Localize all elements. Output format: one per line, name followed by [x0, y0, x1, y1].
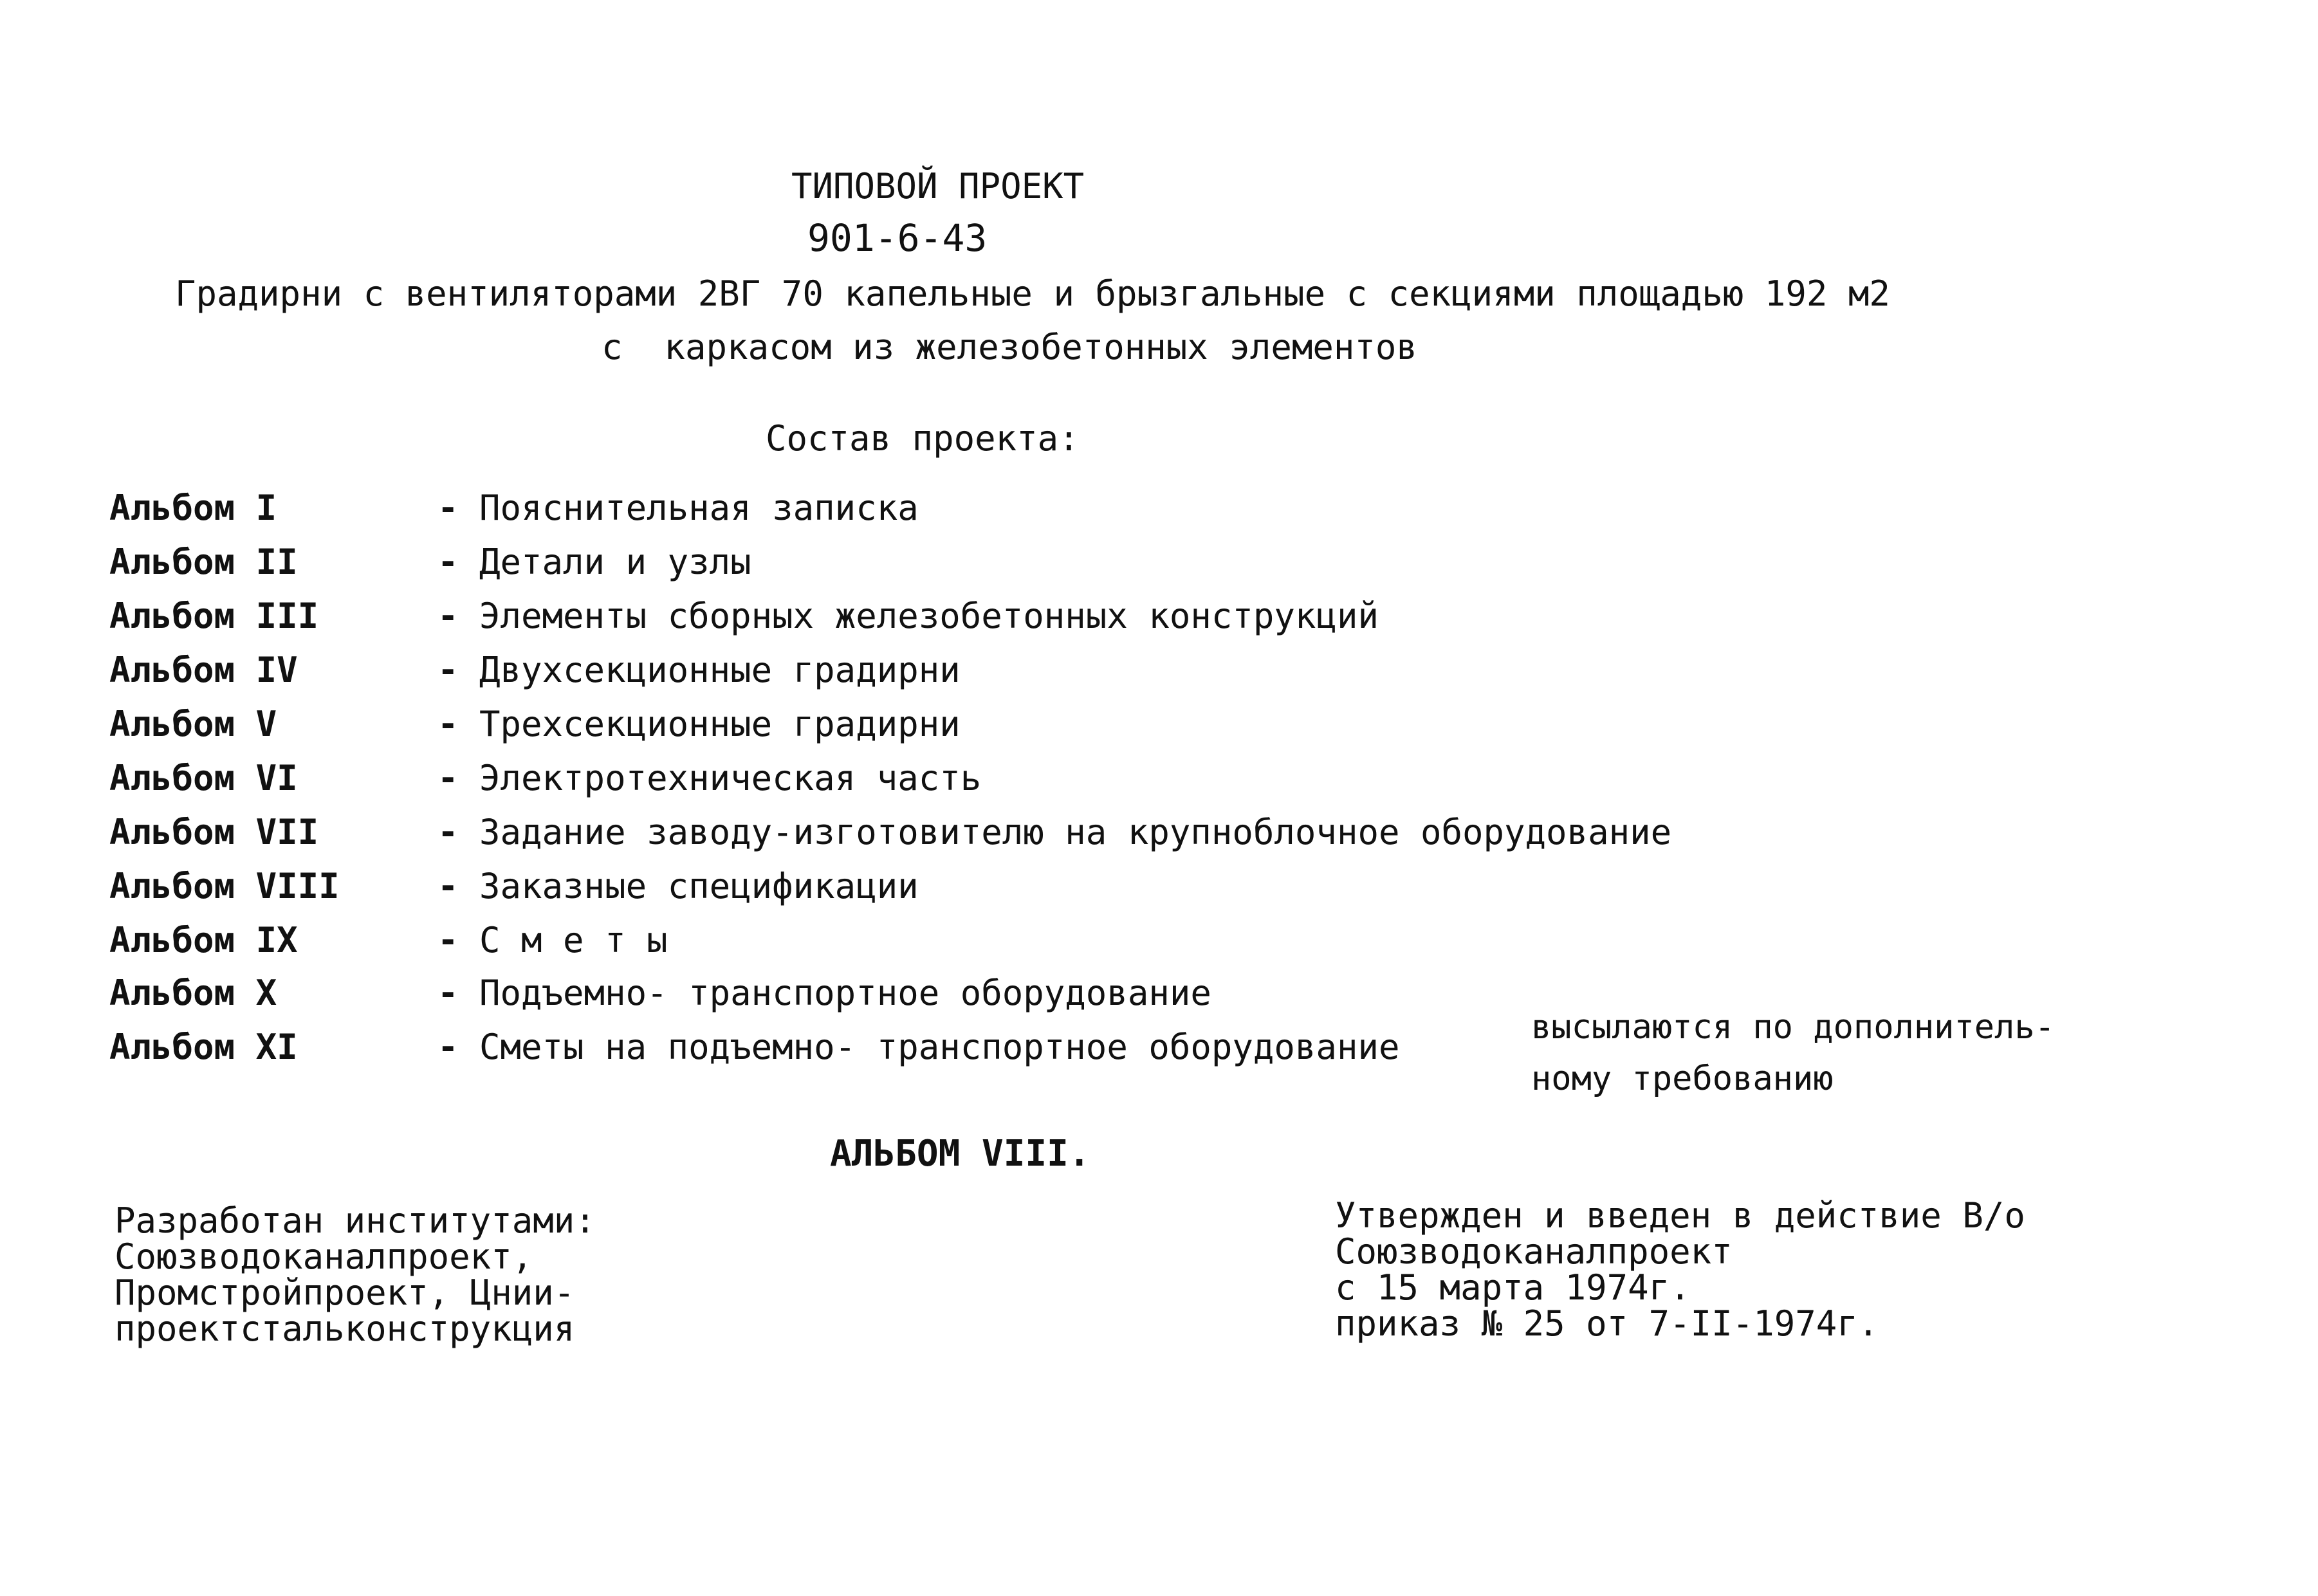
current-album-heading: АЛЬБОМ VIII.	[830, 1133, 1090, 1175]
dash-separator: -	[437, 920, 459, 960]
album-description: Пояснительная записка	[479, 488, 919, 528]
album-number: Альбом I	[109, 488, 277, 528]
project-number: 901-6-43	[807, 216, 988, 260]
approval-date: с 15 марта 1974г.	[1335, 1267, 1691, 1308]
developer-line: Союзводоканалпроект,	[115, 1236, 533, 1277]
album-description: Сметы на подъемно- транспортное оборудование	[479, 1027, 1400, 1067]
supply-note-line2: ному требованию	[1531, 1059, 1834, 1098]
dash-separator: -	[437, 812, 459, 852]
supply-note-line1: высылаются по дополнитель-	[1531, 1008, 2055, 1047]
album-description: Трехсекционные градирни	[479, 704, 961, 744]
album-number: Альбом II	[109, 542, 298, 582]
album-number: Альбом IV	[109, 650, 298, 690]
project-subject-continued: с каркасом из железобетонных элементов	[602, 327, 1417, 367]
dash-separator: -	[437, 488, 459, 528]
album-number: Альбом VIII	[109, 866, 340, 906]
developer-line: проектстальконструкция	[115, 1308, 575, 1349]
dash-separator: -	[437, 973, 459, 1013]
approval-block	[1335, 1195, 2025, 1344]
dash-separator: -	[437, 650, 459, 690]
composition-heading: Состав проекта:	[766, 418, 1080, 459]
album-number: Альбом IX	[109, 920, 298, 960]
dash-separator: -	[437, 758, 459, 798]
album-description: С м е т ы	[479, 920, 668, 960]
dash-separator: -	[437, 596, 459, 636]
developers-block	[115, 1200, 596, 1349]
project-subject: Градирни с вентиляторами 2ВГ 70 капельные и брызгальные с секциями площадью 192 м2	[175, 273, 1890, 314]
album-number: Альбом X	[109, 973, 277, 1013]
album-description: Детали и узлы	[479, 542, 751, 582]
album-description: Электротехническая часть	[479, 758, 982, 798]
album-description: Двухсекционные градирни	[479, 650, 961, 690]
album-number: Альбом V	[109, 704, 277, 744]
developer-line: Промстройпроект, Цнии-	[115, 1272, 575, 1313]
approval-heading: Утвержден и введен в действие В/о	[1335, 1195, 2025, 1236]
album-number: Альбом VII	[109, 812, 319, 852]
project-type-title: ТИПОВОЙ ПРОЕКТ	[791, 166, 1085, 206]
album-number: Альбом XI	[109, 1027, 298, 1067]
approval-order: приказ № 25 от 7-II-1974г.	[1335, 1303, 1879, 1344]
album-description: Подъемно- транспортное оборудование	[479, 973, 1211, 1013]
dash-separator: -	[437, 1027, 459, 1067]
developers-heading: Разработан институтами:	[115, 1200, 596, 1241]
album-number: Альбом VI	[109, 758, 298, 798]
album-description: Задание заводу-изготовителю на крупноблочное оборудование	[479, 812, 1672, 852]
album-number: Альбом III	[109, 596, 319, 636]
album-description: Заказные спецификации	[479, 866, 919, 906]
dash-separator: -	[437, 704, 459, 744]
album-description: Элементы сборных железобетонных конструкций	[479, 596, 1379, 636]
dash-separator: -	[437, 542, 459, 582]
approval-line: Союзводоканалпроект	[1335, 1231, 1733, 1272]
dash-separator: -	[437, 866, 459, 906]
